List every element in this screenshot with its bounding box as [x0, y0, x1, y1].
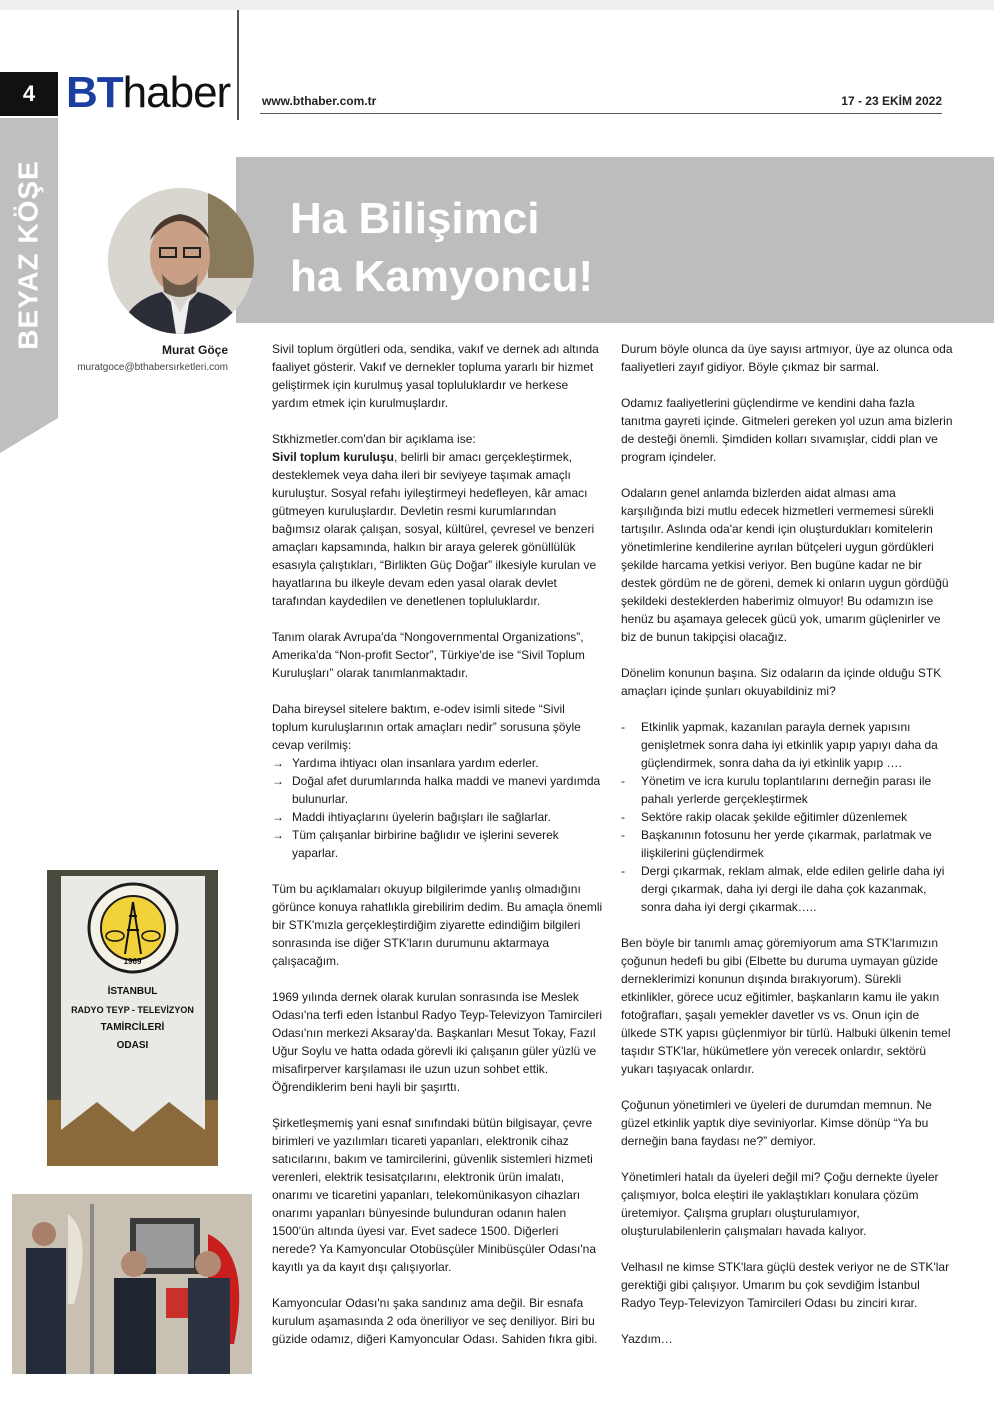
banner-line: RADYO TEYP - TELEVİZYON: [71, 1005, 194, 1015]
article-title: [290, 190, 593, 306]
definition-text: , belirli bir amacı gerçekleştirmek, desteklemek veya daha ileri bir seviyeye taşımak amaçlı kuruluştur. Sosyal refahı iyileştirmeyi hedefleyen, kâr amacı gütmeyen kuruluşlardır. Devletin resmi kurumlarından bağımsız olarak çalışan, sosyal, kültürel, çevresel ve benzeri amaçları kapsamında, halkın bir araya gelerek gönüllülük esasıyla çalıştıkları, “Birlikten Güç Doğar” ilkesiyle kurulan ve hayatlarına bu ilkeyle devam eden yasal olarak devlet tarafından kaydedilen ve denetlenen topluluklardır.: [272, 450, 597, 608]
logo-bt: BT: [66, 68, 123, 117]
paragraph: Çoğunun yönetimleri ve üyeleri de durumdan memnun. Ne güzel etkinlik yaptık diye seviniyorlar. Kimse dönüp “Ya bu derneğin bana faydası ne?” demiyor.: [621, 1098, 932, 1148]
chamber-banner-photo: [47, 870, 218, 1166]
list-item: - Başkanının fotosunu her yerde çıkarmak, parlatmak ve ilişkilerini güçlendirmek: [621, 826, 957, 862]
banner-line: İSTANBUL: [107, 986, 158, 997]
paragraph: Yönetimleri hatalı da üyeleri değil mi? Çoğu dernekte üyeler çalışmıyor, bolca eleştiri ile yaklaştıkları konulara çözüm üretemiyor. Çalışma grupları oluşturulamıyor, oluşturulabilenlerin çalışmaları havada kalıyor.: [621, 1170, 939, 1238]
top-strip: [0, 0, 994, 10]
bthaber-logo: [66, 68, 230, 118]
column-left: [272, 340, 604, 1366]
paragraph: Ben böyle bir tanımlı amaç göremiyorum ama STK'larımızın çoğunun hedefi bu gibi (Elbette bu duruma uymayan güzide derneklerimizi konunun dışında bırakıyorum). Sürekli etkinlikler, görece ucuz eğitimler, başkanların kamu ile yakın fotoğrafları, şaşalı yemekler davetler vs vs. Onun için de ülkede STK yapısı güçlenmiyor bir türlü. Halbuki ülkenin temel taşıdır STK'lar, hükümetlere yön verecek onlardır, sektörü yukarı taşıyacak onlardır.: [621, 936, 951, 1076]
arrow-list: [272, 754, 604, 862]
bold-term: Sivil toplum kuruluşu: [272, 450, 395, 464]
header-rule: [260, 113, 942, 114]
author-photo: [108, 188, 254, 334]
column-right: [621, 340, 957, 1366]
list-item: - Yönetim ve icra kurulu toplantılarını derneğin parası ile pahalı yerlerde gerçekleştirmek: [621, 772, 957, 808]
list-item: - Sektöre rakip olacak şekilde eğitimler düzenlemek: [621, 808, 957, 826]
list-item: → Doğal afet durumlarında halka maddi ve manevi yardımda bulunurlar.: [272, 772, 604, 808]
paragraph: Durum böyle olunca da üye sayısı artmıyor, üye az olunca oda faaliyetleri zayıf gidiyor. Böyle çıkmaz bir sarmal.: [621, 342, 953, 374]
paragraph: 1969 yılında dernek olarak kurulan sonrasında ise Meslek Odası'na terfi eden İstanbul Radyo Teyp-Televizyon Tamircileri Odası'nın merkezi Aksaray'da. Başkanları Mesut Tokay, Fazıl Uğur Soylu ve hatta odada görevli iki çalışanın güler yüzlü ve misafirperver karşılaması ile uzun uzun sohbet ettik. Öğrendiklerim beni hayli bir şaşırttı.: [272, 990, 603, 1094]
list-item: → Maddi ihtiyaçlarını üyelerin bağışları ile sağlarlar.: [272, 808, 604, 826]
paragraph: Tüm bu açıklamaları okuyup bilgilerimde yanlış olmadığını görünce konuya rahatlıkla girebilirim dedim. Bu amaçla önemli bir STK'mızla gerçekleştirdiğim ziyarette edindiğim bilgileri sonrasında ise diğer STK'ların durumunu aktarmaya çalışacağım.: [272, 882, 603, 968]
dash-list: [621, 718, 957, 916]
author-name: Murat Göçe: [161, 343, 228, 357]
paragraph: Tanım olarak Avrupa'da “Nongovernmental Organizations”, Amerika'da “Non-profit Sector”, Türkiye'de ise “Sivil Toplum Kuruluşları” olarak tanımlanmaktadır.: [272, 630, 585, 680]
paragraph: Daha bireysel sitelere baktım, e-odev isimli sitede “Sivil toplum kuruluşlarının ortak amaçları nedir” sorusuna şöyle cevap verilmiş:: [272, 702, 581, 752]
paragraph: Velhasıl ne kimse STK'lara güçlü destek veriyor ne de STK'lar gerektiği gibi çalışıyor. Umarım bu çok sevdiğim İstanbul Radyo Teyp-Televizyon Tamircileri Odası bu zinciri kırar.: [621, 1260, 950, 1310]
paragraph: Dönelim konunun başına. Siz odaların da içinde olduğu STK amaçları içinde şunları okuyabildiniz mi?: [621, 666, 942, 698]
paragraph: [272, 430, 604, 610]
paragraph: Odamız faaliyetlerini güçlendirme ve kendini daha fazla tanıtma gayreti içinde. Gitmeleri gereken yol uzun ama bizlerin de desteği önemli. Şimdiden kolları sıvamışlar, ciddi plan ve program içindeler.: [621, 396, 953, 464]
paragraph: Yazdım…: [621, 1332, 673, 1346]
paragraph: Kamyoncular Odası'nı şaka sandınız ama değil. Bir esnafa kurulum aşamasında 2 oda öneriliyor ve seç deniliyor. Biri bu güzide odamız, diğeri Kamyoncular Odası. Sahiden fıkra gibi.: [272, 1296, 598, 1346]
list-item: → Yardıma ihtiyacı olan insanlara yardım ederler.: [272, 754, 604, 772]
banner-line: ODASI: [116, 1040, 149, 1051]
list-item: - Etkinlik yapmak, kazanılan parayla dernek yapısını genişletmek sonra daha iyi etkinlik yapıp yapıyı daha da güçlendirmek, sonra daha da iyi etkinlik yapıp ….: [621, 718, 957, 772]
quote-intro: Stkhizmetler.com'dan bir açıklama ise:: [272, 432, 476, 446]
list-item: → Tüm çalışanlar birbirine bağlıdır ve işlerini severek yaparlar.: [272, 826, 604, 862]
header-divider: [237, 10, 239, 120]
list-item: - Dergi çıkarmak, reklam almak, elde edilen gelirle daha iyi dergi çıkarmak, daha iyi dergi ile daha çok kazanmak, sonra daha iyi dergi çıkarmak…..: [621, 862, 957, 916]
site-url[interactable]: www.bthaber.com.tr: [262, 94, 377, 108]
paragraph: Odaların genel anlamda bizlerden aidat alması ama karşılığında bizi mutlu edecek hizmetleri vermemesi sürekli tartışılır. Aslında oda'ar kendi için oluşturdukları komitelerin yönetimlerine kendilerine ayrılan bütçeleri uygun gördükleri şekilde harcama yetkisi veriyor. Ben bugüne kadar ne bir destek gördüm ne de göreni, demek ki onların uygun gördüğü şekildeki desteklerden haberimiz olmuyor! Bu odamızın ise henüz bu aşamaya gelecek gücü yok, umarım güçlenirler ve biz de bunun takipçisi olacağız.: [621, 486, 949, 644]
author-email[interactable]: muratgoce@bthabersırketleri.com: [77, 362, 228, 373]
banner-line: TAMİRCİLERİ: [100, 1022, 165, 1033]
logo-haber: haber: [122, 68, 231, 117]
visit-group-photo: [12, 1194, 252, 1374]
page-number: 4: [0, 72, 58, 116]
section-label: BEYAZ KÖŞE: [13, 160, 44, 350]
banner-year: 1969: [123, 957, 142, 966]
title-line-2: ha Kamyoncu!: [290, 252, 594, 301]
issue-date: 17 - 23 EKİM 2022: [841, 94, 942, 108]
title-line-1: Ha Bilişimci: [290, 194, 540, 243]
paragraph: Sivil toplum örgütleri oda, sendika, vakıf ve dernek adı altında faaliyet gösterir. Vakıf ve dernekler topluma yararlı bir hizmet geliştirmek için kurulmuş yasal topluluklardır ve herkese yardım etmek için kurulmuşlardır.: [272, 342, 599, 410]
paragraph: Şirketleşmemiş yani esnaf sınıfındaki bütün bilgisayar, çevre birimleri ve yazılımları ticareti yapanları, elektronik cihaz satıcılarını, bakım ve tamircilerini, güvenlik sistemleri hizmeti verenleri, elektrik tesisatçılarını, elektronik ürün imalatı, onarımı ve ticaretini yapanları, telekomünikasyon cihazları onarımı yapanları bünyesinde bulunduran odanın halen 1500'ün altında üyesi var. Evet sadece 1500. Diğerleri nerede? Ya Kamyoncular Otobüsçüler Minibüsçüler Odası'na kayıtlı ya da kayıt dışı çalışıyorlar.: [272, 1116, 597, 1274]
